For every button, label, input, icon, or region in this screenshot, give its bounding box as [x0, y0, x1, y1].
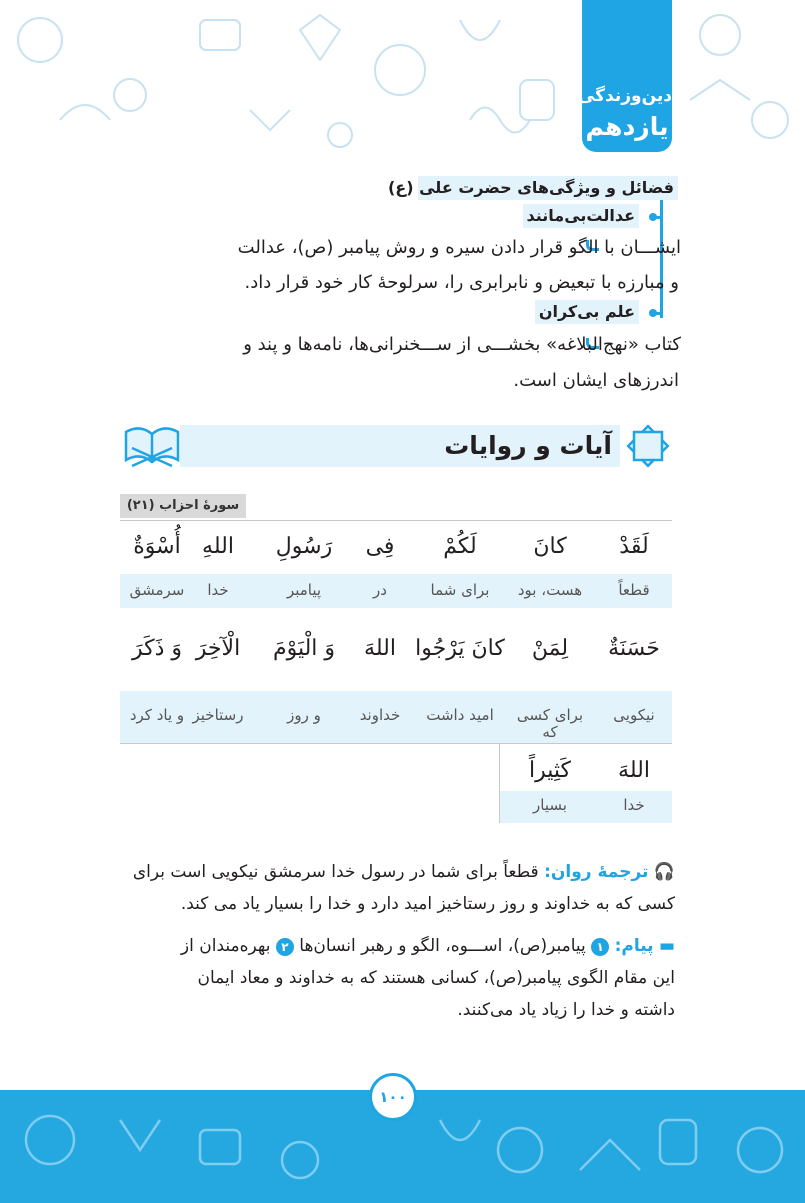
- persian-meaning: و روز: [287, 706, 321, 724]
- persian-meaning: خدا: [207, 581, 229, 599]
- translation-block: [115, 856, 675, 920]
- justice-line-2: و مبارزه با تبعیض و نابرابری را، سرلوحهٔ کار خود قرار داد.: [244, 272, 679, 293]
- persian-meaning: بسیار: [533, 796, 567, 814]
- number-badge: ۱: [591, 938, 609, 956]
- translation-line-2: کسی که به خداوند و روز رستاخیز امید دارد و خدا را بسیار یاد می کند.: [180, 894, 675, 914]
- tree-branch: [650, 312, 662, 315]
- grid-divider: [499, 743, 500, 823]
- persian-meaning: هست، بود: [517, 581, 583, 599]
- arabic-word: لَكُمْ: [443, 534, 477, 559]
- persian-meaning: و یاد کرد: [129, 706, 185, 724]
- persian-meaning: خداوند: [359, 706, 401, 724]
- persian-meaning: پیامبر: [286, 581, 322, 599]
- header-doodle-pattern: [0, 0, 805, 160]
- persian-meaning: برای شما: [430, 581, 490, 599]
- section-title: فضائل و ویژگی‌های حضرت علی (ع): [418, 176, 678, 200]
- justice-line-1: ایشـــان با الگو قرار دادن سیره و روش پیامبر (ص)، عدالت: [237, 237, 681, 258]
- book-icon: [120, 420, 184, 472]
- arabic-word: لَقَدْ: [619, 534, 649, 559]
- knowledge-line-1: کتاب «نهج‌البلاغه» بخشـــی از ســـخنرانی‌ها، نامه‌ها و پند و: [243, 334, 681, 355]
- persian-meaning: برای کسی که: [516, 706, 584, 742]
- knowledge-line-2: اندرزهای ایشان است.: [513, 370, 679, 391]
- subject-label: دین‌وزندگی: [577, 86, 672, 106]
- chapter-tab: [577, 0, 672, 152]
- message-icon: ▬: [658, 936, 675, 956]
- grid-rule: [120, 743, 672, 744]
- sura-reference: سورهٔ احزاب (۲۱): [120, 494, 246, 518]
- translation-label: ترجمهٔ روان:: [544, 862, 649, 882]
- ayat-banner: [120, 420, 672, 472]
- subheading-knowledge: علم بی‌کران: [535, 300, 639, 324]
- arabic-word: حَسَنَةٌ: [608, 636, 660, 661]
- arabic-word: اللهَ: [364, 636, 396, 661]
- arabic-word: اللهَ: [618, 758, 650, 783]
- message-label: پیام:: [614, 936, 654, 956]
- message-line-2: این مقام الگوی پیامبر(ص)، کسانی هستند که به خداوند و معاد ایمان: [197, 968, 675, 988]
- grade-label: یازدهم: [585, 112, 669, 141]
- arabic-word: وَ ذَكَرَ: [131, 636, 183, 661]
- arabic-word: كانَ: [533, 534, 567, 559]
- star-icon: [624, 422, 672, 470]
- message-line-3: داشته و خدا را زیاد یاد می‌کنند.: [457, 1000, 675, 1020]
- headphones-icon: 🎧: [653, 862, 675, 882]
- arabic-word: فِی: [365, 534, 395, 559]
- persian-meaning: نیکویی: [613, 706, 655, 724]
- grid-rule: [120, 520, 672, 521]
- arabic-word: كَثِيراً: [528, 758, 571, 783]
- persian-meaning: قطعاً: [618, 581, 650, 599]
- arabic-word: وَ الْيَوْمَ: [272, 636, 336, 661]
- message-line-1: ▬ پیام: ۱ پیامبر(ص)، اســـوه، الگو و رهبر انسان‌ها ۲ بهره‌مندان از: [180, 936, 675, 956]
- arabic-word: كانَ يَرْجُوا: [415, 636, 505, 661]
- arabic-word: اللهِ: [202, 534, 234, 559]
- number-badge: ۲: [276, 938, 294, 956]
- page-number: ۱۰۰: [369, 1073, 417, 1121]
- arabic-word: لِمَنْ: [531, 636, 569, 661]
- arabic-word: رَسُولِ: [275, 534, 333, 559]
- arabic-word: الْآخِرَ: [195, 636, 241, 661]
- persian-meaning: رستاخیز: [192, 706, 244, 724]
- subheading-justice: عدالت‌بی‌مانند: [523, 204, 640, 228]
- persian-meaning: سرمشق: [129, 581, 185, 599]
- arabic-word: أُسْوَةٌ: [133, 534, 181, 559]
- ayat-title: آیات و روایات: [444, 431, 612, 460]
- persian-meaning: امید داشت: [426, 706, 494, 724]
- translation-line-1: 🎧 ترجمهٔ روان: قطعاً برای شما در رسول خدا سرمشق نیکویی است برای: [132, 862, 675, 882]
- persian-meaning: در: [373, 581, 387, 599]
- persian-meaning: خدا: [623, 796, 645, 814]
- tree-branch: [650, 216, 662, 219]
- message-block: [115, 930, 675, 1026]
